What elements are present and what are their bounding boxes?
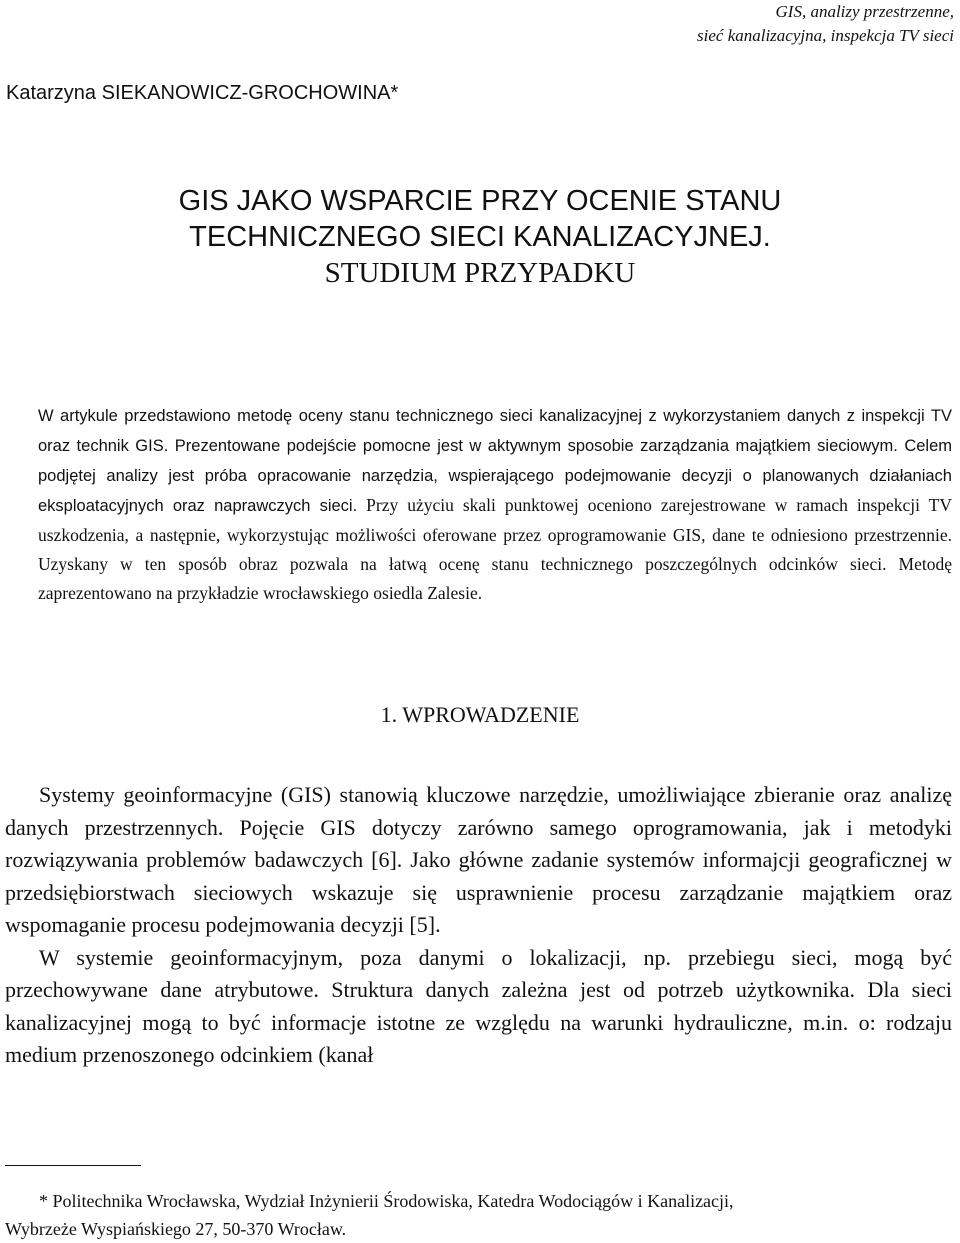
title-line-3: STUDIUM PRZYPADKU	[324, 257, 636, 289]
keywords-line-1: GIS, analizy przestrzenne,	[775, 2, 954, 21]
keywords-line-2: sieć kanalizacyjna, inspekcja TV sieci	[697, 26, 954, 45]
abstract-part-2: Przy użyciu skali punktowej oceniono zarejestrowane w ramach inspekcji TV uszkodzenia, a następnie, wykorzystując możliwości oferowane przez oprogramowanie GIS, dane te odniesiono przestrzennie. Uzyskany w ten sposób obraz pozwala na łatwą ocenę stanu technicznego poszczególnych odcinków sieci. Metodę zaprezentowano na przykładzie wrocławskiego osiedla Zalesie.	[38, 495, 953, 603]
body-paragraph-2: W systemie geoinformacyjnym, poza danymi o lokalizacji, np. przebiegu sieci, mogą być przechowywane dane atrybutowe. Struktura danych zależna jest od potrzeb użytkownika. Dla sieci kanalizacyjnej mogą to być informacje istotne ze względu na warunki hydrauliczne, m.in. o: rodzaju medium przenoszonego odcinkiem (kanał	[5, 944, 952, 1067]
section-heading: 1. WPROWADZENIE	[380, 702, 580, 727]
footnote	[5, 1187, 952, 1243]
footnote-separator	[5, 1165, 141, 1166]
title-line-1: GIS JAKO WSPARCIE PRZY OCENIE STANU	[178, 185, 782, 217]
body-text	[5, 779, 952, 1072]
author-name: Katarzyna SIEKANOWICZ-GROCHOWINA*	[6, 82, 399, 104]
abstract	[38, 401, 952, 608]
paper-title	[0, 183, 960, 291]
keywords	[697, 0, 954, 48]
abstract-part-1: W artykule przedstawiono metodę oceny stanu technicznego sieci kanalizacyjnej z wykorzystaniem danych z inspekcji TV oraz technik GIS. Prezentowane podejście pomocne jest w aktywnym sposobie zarządzania majątkiem sieciowym. Celem podjętej analizy jest próba opracowanie narzędzia, wspierającego podejmowanie decyzji o planowanych działaniach eksploatacyjnych oraz naprawczych sieci.	[38, 407, 952, 515]
footnote-line-2: Wybrzeże Wyspiańskiego 27, 50-370 Wrocław.	[5, 1219, 347, 1239]
footnote-line-1: * Politechnika Wrocławska, Wydział Inżynierii Środowiska, Katedra Wodociągów i Kanalizacji,	[39, 1191, 734, 1211]
body-paragraph-1: Systemy geoinformacyjne (GIS) stanowią kluczowe narzędzie, umożliwiające zbieranie oraz analizę danych przestrzennych. Pojęcie GIS dotyczy zarówno samego oprogramowania, jak i metodyki rozwiązywania problemów badawczych [6]. Jako główne zadanie systemów informajcji geograficznej w przedsiębiorstwach sieciowych wskazuje się usprawnienie procesu zarządzanie majątkiem oraz wspomaganie procesu podejmowania decyzji [5].	[5, 782, 952, 937]
title-line-2: TECHNICZNEGO SIECI KANALIZACYJNEJ.	[189, 221, 771, 253]
